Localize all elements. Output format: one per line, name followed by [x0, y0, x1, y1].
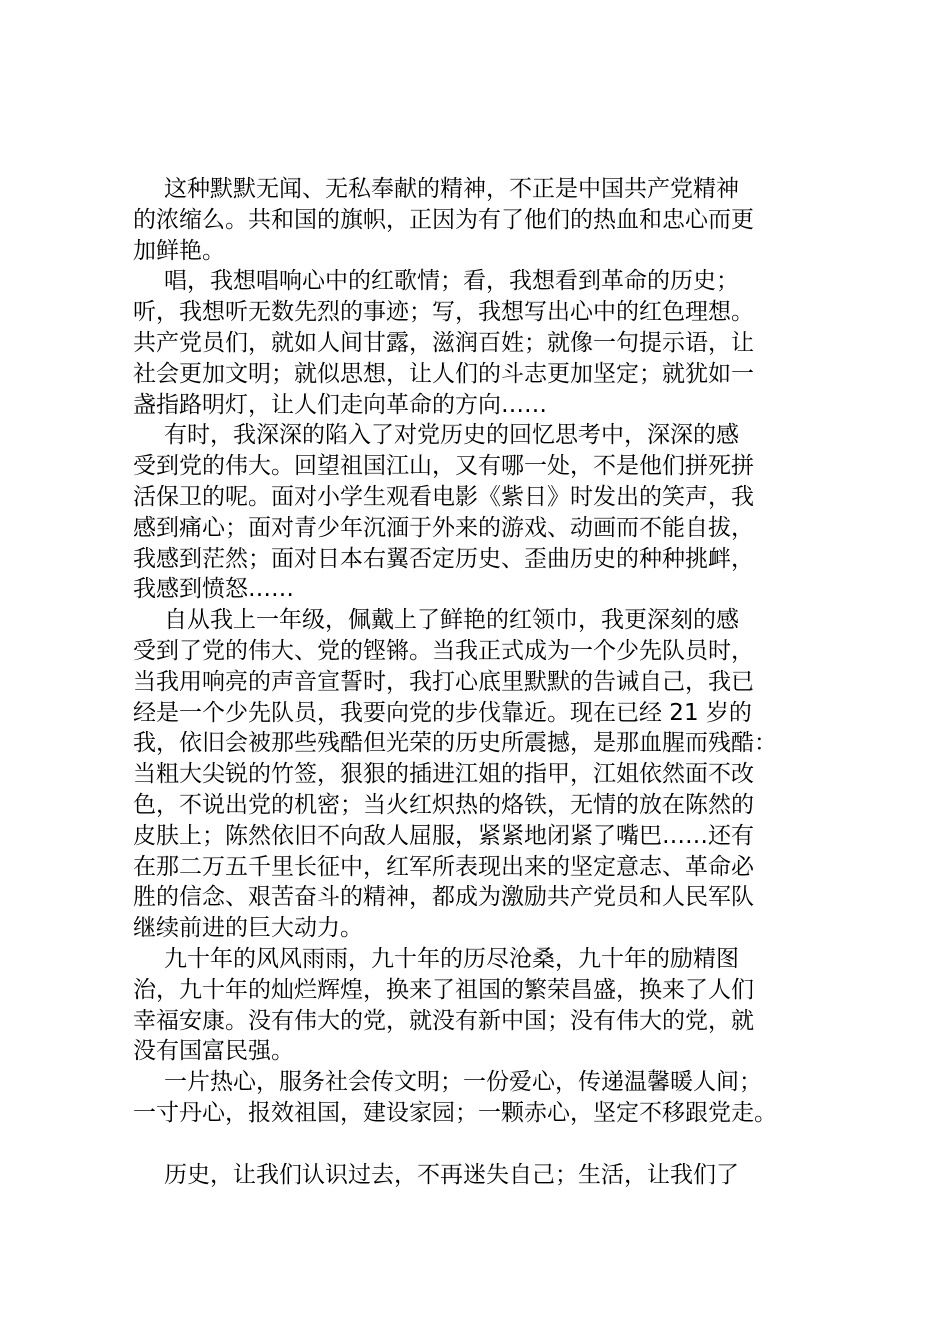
paragraph-5	[133, 944, 833, 1067]
paragraph-3	[133, 420, 833, 605]
paragraph-line: 继续前进的巨大动力。	[133, 915, 363, 942]
paragraph-line: 受到党的伟大。回望祖国江山，又有哪一处，不是他们拼死拼	[133, 453, 754, 480]
paragraph-line: 共产党员们，就如人间甘露，滋润百姓；就像一句提示语，让	[133, 329, 754, 356]
body-text	[133, 174, 833, 1190]
paragraph-line: 感到痛心；面对青少年沉湎于外来的游戏、动画而不能自拔，	[133, 514, 754, 541]
paragraph-line: 我，依旧会被那些残酷但光荣的历史所震撼，是那血腥而残酷：	[133, 730, 777, 757]
paragraph-line: 加鲜艳。	[133, 237, 225, 264]
paragraph-7	[133, 1160, 833, 1191]
paragraph-line: 一寸丹心，报效祖国，建设家园；一颗赤心，坚定不移跟党走。	[133, 1099, 777, 1126]
paragraph-line: 这种默默无闻、无私奉献的精神，不正是中国共产党精神	[164, 176, 739, 202]
paragraph-4	[133, 605, 833, 944]
paragraph-line: 一片热心，服务社会传文明；一份爱心，传递温馨暖人间；	[164, 1069, 762, 1096]
paragraph-line: 受到了党的伟大、党的铿锵。当我正式成为一个少先队员时，	[133, 637, 754, 664]
paragraph-line: 活保卫的呢。面对小学生观看电影《紫日》时发出的笑声，我	[133, 483, 754, 510]
paragraph-2	[133, 266, 833, 420]
paragraph-line: 经是一个少先队员，我要向党的步伐靠近。现在已经 21 岁的	[133, 699, 752, 726]
paragraph-line: 有时，我深深的陷入了对党历史的回忆思考中，深深的感	[164, 422, 739, 449]
paragraph-1	[133, 174, 833, 266]
paragraph-line: 九十年的风风雨雨，九十年的历尽沧桑，九十年的励精图	[164, 945, 739, 972]
paragraph-line: 唱，我想唱响心中的红歌情；看，我想看到革命的历史；	[164, 268, 739, 295]
paragraph-line: 自从我上一年级，佩戴上了鲜艳的红领巾，我更深刻的感	[164, 607, 739, 634]
paragraph-line: 的浓缩么。共和国的旗帜，正因为有了他们的热血和忠心而更	[133, 206, 754, 233]
paragraph-line: 幸福安康。没有伟大的党，就没有新中国；没有伟大的党，就	[133, 1007, 754, 1034]
paragraph-line: 皮肤上；陈然依旧不向敌人屈服，紧紧地闭紧了嘴巴……还有	[133, 822, 754, 849]
paragraph-line: 没有国富民强。	[133, 1038, 294, 1065]
paragraph-line: 我感到茫然；面对日本右翼否定历史、歪曲历史的种种挑衅，	[133, 545, 754, 572]
paragraph-line: 历史，让我们认识过去，不再迷失自己；生活，让我们了	[164, 1161, 739, 1188]
paragraph-line: 当我用响亮的声音宣誓时，我打心底里默默的告诫自己，我已	[133, 668, 754, 695]
paragraph-line: 在那二万五千里长征中，红军所表现出来的坚定意志、革命必	[133, 853, 754, 880]
paragraph-line: 我感到愤怒……	[133, 576, 294, 603]
paragraph-line: 社会更加文明；就似思想，让人们的斗志更加坚定；就犹如一	[133, 360, 754, 387]
paragraph-line: 当粗大尖锐的竹签，狠狠的插进江姐的指甲，江姐依然面不改	[133, 761, 754, 788]
paragraph-spacer	[133, 1129, 833, 1160]
paragraph-line: 治，九十年的灿烂辉煌，换来了祖国的繁荣昌盛，换来了人们	[133, 976, 754, 1003]
paragraph-line: 听，我想听无数先烈的事迹；写，我想写出心中的红色理想。	[133, 299, 754, 326]
paragraph-line: 盏指路明灯，让人们走向革命的方向……	[133, 391, 547, 418]
paragraph-line: 色，不说出党的机密；当火红炽热的烙铁，无情的放在陈然的	[133, 791, 754, 818]
paragraph-line: 胜的信念、艰苦奋斗的精神，都成为激励共产党员和人民军队	[133, 884, 754, 911]
paragraph-6	[133, 1067, 833, 1129]
